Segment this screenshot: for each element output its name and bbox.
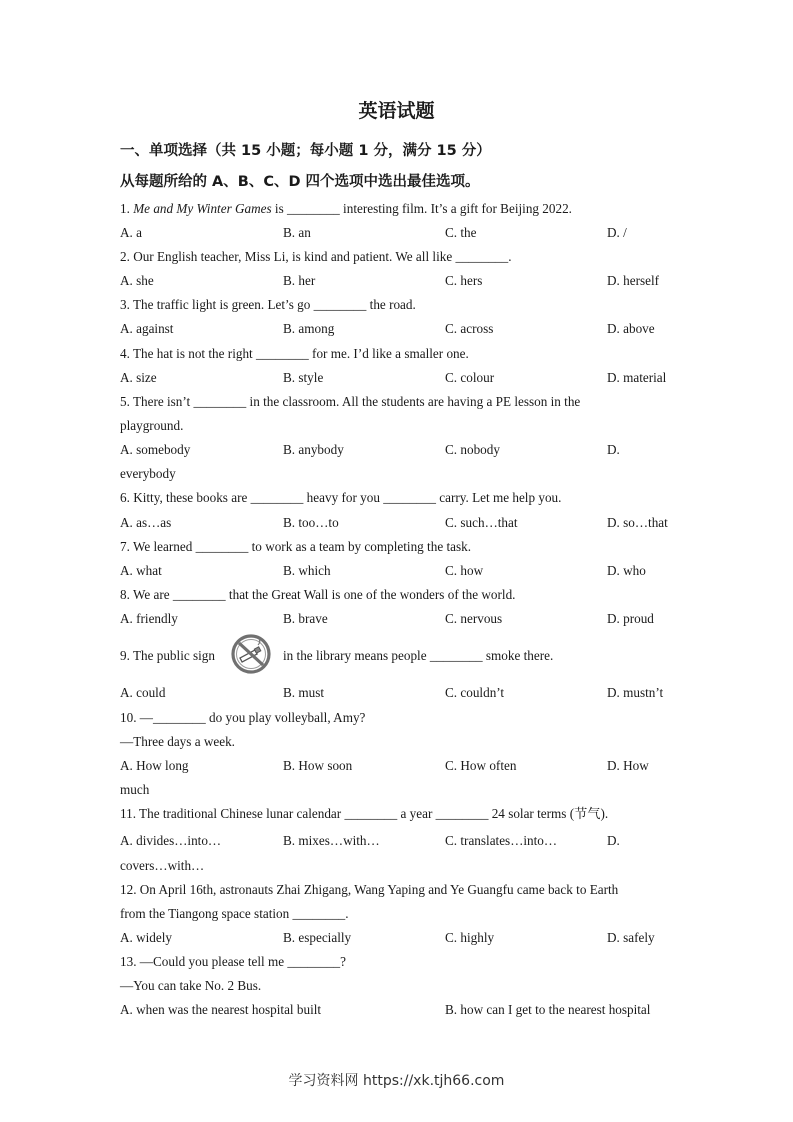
- q1-option-c: C. the: [445, 225, 477, 240]
- q7-option-a: A. what: [120, 563, 162, 578]
- q5-option-a: A. somebody: [120, 442, 191, 457]
- q11-option-a: A. divides…into…: [120, 833, 222, 848]
- question-6-stem: 6. Kitty, these books are ________ heavy for you ________ carry. Let me help you.: [120, 490, 562, 505]
- question-10-reply: —Three days a week.: [120, 734, 235, 749]
- q8-option-a: A. friendly: [120, 611, 178, 626]
- q2-option-b: B. her: [283, 273, 316, 288]
- q7-option-c: C. how: [445, 563, 484, 578]
- q9-option-c: C. couldn’t: [445, 685, 505, 700]
- q7-option-b: B. which: [283, 563, 331, 578]
- q8-option-b: B. brave: [283, 611, 328, 626]
- q12-option-a: A. widely: [120, 930, 173, 945]
- q6-option-d: D. so…that: [607, 515, 668, 530]
- q4-option-b: B. style: [283, 370, 324, 385]
- question-10-stem: 10. —________ do you play volleyball, Amy?: [120, 710, 366, 725]
- q10-option-c: C. How often: [445, 758, 517, 773]
- q10-option-b: B. How soon: [283, 758, 353, 773]
- question-8-stem: 8. We are ________ that the Great Wall is one of the wonders of the world.: [120, 587, 516, 602]
- q8-option-d: D. proud: [607, 611, 654, 626]
- q4-option-c: C. colour: [445, 370, 495, 385]
- page-title: 英语试题: [358, 100, 435, 122]
- q3-option-c: C. across: [445, 321, 494, 336]
- question-12-stem-cont: from the Tiangong space station ________.: [120, 906, 349, 921]
- section-heading: 一、单项选择（共 15 小题；每小题 1 分，满分 15 分）: [120, 143, 491, 159]
- question-9-stem: 9. The public sign: [120, 648, 215, 663]
- q11-option-c: C. translates…into…: [445, 833, 558, 848]
- question-number: 1.: [120, 201, 134, 216]
- question-12-stem: 12. On April 16th, astronauts Zhai Zhigang, Wang Yaping and Ye Guangfu came back to Earth: [120, 882, 619, 897]
- q12-option-d: D. safely: [607, 930, 655, 945]
- question-7-stem: 7. We learned ________ to work as a team by completing the task.: [120, 539, 472, 554]
- q2-option-c: C. hers: [445, 273, 483, 288]
- q9-option-d: D. mustn’t: [607, 685, 664, 700]
- question-text: is ________ interesting film. It’s a gift for Beijing 2022.: [271, 201, 572, 216]
- q10-option-d-wrap: much: [120, 782, 150, 797]
- q4-option-d: D. material: [607, 370, 667, 385]
- q9-option-a: A. could: [120, 685, 166, 700]
- q1-option-b: B. an: [283, 225, 311, 240]
- q10-option-d: D. How: [607, 758, 649, 773]
- q5-option-b: B. anybody: [283, 442, 344, 457]
- question-5-stem: 5. There isn’t ________ in the classroom. All the students are having a PE lesson in the: [120, 394, 581, 409]
- q5-option-c: C. nobody: [445, 442, 500, 457]
- section-instruction: 从每题所给的 A、B、C、D 四个选项中选出最佳选项。: [120, 174, 480, 190]
- q10-option-a: A. How long: [120, 758, 189, 773]
- question-2-stem: 2. Our English teacher, Miss Li, is kind and patient. We all like ________.: [120, 249, 512, 264]
- q1-option-d: D. /: [607, 225, 627, 240]
- question-13-stem: 13. —Could you please tell me ________?: [120, 954, 346, 969]
- q11-option-b: B. mixes…with…: [283, 833, 380, 848]
- q2-option-d: D. herself: [607, 273, 659, 288]
- q3-option-d: D. above: [607, 321, 655, 336]
- question-1-stem: [120, 200, 572, 218]
- q8-option-c: C. nervous: [445, 611, 503, 626]
- q13-option-a: A. when was the nearest hospital built: [120, 1002, 322, 1017]
- q5-option-d: D.: [607, 442, 620, 457]
- question-13-reply: —You can take No. 2 Bus.: [120, 978, 262, 993]
- q6-option-b: B. too…to: [283, 515, 339, 530]
- q12-option-b: B. especially: [283, 930, 352, 945]
- question-11-stem: 11. The traditional Chinese lunar calendar ________ a year ________ 24 solar terms (节气).: [120, 806, 609, 821]
- q1-option-a: A. a: [120, 225, 142, 240]
- question-4-stem: 4. The hat is not the right ________ for me. I’d like a smaller one.: [120, 346, 469, 361]
- question-9-stem-cont: in the library means people ________ smoke there.: [283, 648, 554, 663]
- question-5-stem-cont: playground.: [120, 418, 184, 433]
- q12-option-c: C. highly: [445, 930, 495, 945]
- question-3-stem: 3. The traffic light is green. Let’s go ________ the road.: [120, 297, 416, 312]
- no-smoking-icon: [229, 633, 273, 675]
- footer-watermark: 学习资料网 https://xk.tjh66.com: [288, 1073, 505, 1089]
- q2-option-a: A. she: [120, 273, 154, 288]
- film-title: Me and My Winter Games: [133, 201, 272, 216]
- q4-option-a: A. size: [120, 370, 157, 385]
- q6-option-c: C. such…that: [445, 515, 518, 530]
- q5-option-d-wrap: everybody: [120, 466, 176, 481]
- q9-option-b: B. must: [283, 685, 325, 700]
- q11-option-d-wrap: covers…with…: [120, 858, 205, 873]
- q6-option-a: A. as…as: [120, 515, 172, 530]
- q13-option-b: B. how can I get to the nearest hospital: [445, 1002, 651, 1017]
- q11-option-d: D.: [607, 833, 620, 848]
- q3-option-a: A. against: [120, 321, 174, 336]
- q7-option-d: D. who: [607, 563, 646, 578]
- q3-option-b: B. among: [283, 321, 335, 336]
